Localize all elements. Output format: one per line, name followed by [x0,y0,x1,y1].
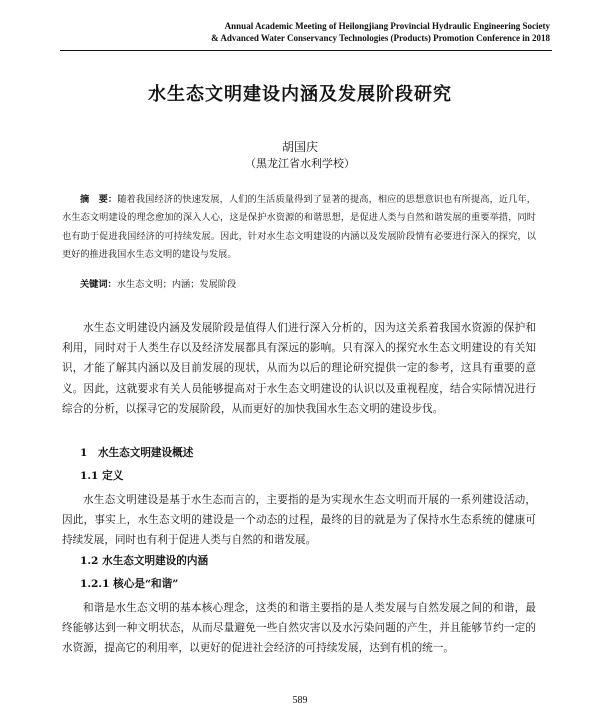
abstract-text: 随着我国经济的快速发展，人们的生活质量得到了显著的提高，相应的思想意识也有所提高，近几年，水生态文明建设的理念愈加的深入人心，这是保护水资源的和谐思想，是促进人类与自然和谐发展的重要举措，同时也有助于促进我国经济的可持续发展。因此，针对水生态文明建设的内涵以及发展阶段情有必要进行深入的探究，以更好的推进我国水生态文明的建设与发展。 [62,194,536,261]
page-number: 589 [292,695,308,706]
keywords [80,276,236,290]
abstract [62,191,536,265]
header-line-2: & Advanced Water Conservancy Technologies (Products) Promotion Conference in 2018 [211,33,550,43]
section-1-2-heading: 1.2 水生态文明建设的内涵 [80,555,209,567]
section-1-2-1-heading: 1.2.1 核心是“和谐” [80,578,179,590]
section-1-heading: 1 水生态文明建设概述 [80,447,194,459]
header-line-1: Annual Academic Meeting of Heilongjiang Provincial Hydraulic Engineering Society [224,21,550,31]
paper-title: 水生态文明建设内涵及发展阶段研究 [148,84,452,105]
author-affiliation: （黑龙江省水利学校） [245,157,355,170]
keywords-label: 关键词： [80,279,117,290]
abstract-label: 摘 要： [80,194,118,205]
author-name: 胡国庆 [281,140,318,154]
harmony-paragraph: 和谐是水生态文明的基本核心理念，这类的和谐主要指的是人类发展与自然发展之间的和谐，最终能够达到一种文明状态，从而尽量避免一些自然灾害以及水污染问题的产生，并且能够节约一定的水资源，提高它的利用率，以更好的促进社会经济的可持续发展，达到有机的统一。 [62,602,536,655]
header-rule [60,50,552,51]
keywords-text: 水生态文明；内涵；发展阶段 [116,279,237,290]
definition-paragraph: 水生态文明建设是基于水生态而言的，主要指的是为实现水生态文明而开展的一系列建设活动，因此，事实上，水生态文明的建设是一个动态的过程，最终的目的就是为了保持水生态系统的健康可持续发展，同时也有利于促进人类与自然的和谐发展。 [62,494,536,547]
section-1-1-heading: 1.1 定义 [80,470,124,482]
conference-header [211,20,550,44]
intro-paragraph: 水生态文明建设内涵及发展阶段是值得人们进行深入分析的，因为这关系着我国水资源的保护和利用，同时对于人类生存以及经济发展都具有深远的影响。只有深入的探究水生态文明建设的有关知识，才能了解其内涵以及目前发展的现状，从而为以后的理论研究提供一定的参考，这具有重要的意义。因此，这就要求有关人员能够提高对于水生态文明建设的认识以及重视程度，结合实际情况进行综合的分析，以探寻它的发展阶段，从而更好的加快我国水生态文明的建设步伐。 [62,322,536,415]
